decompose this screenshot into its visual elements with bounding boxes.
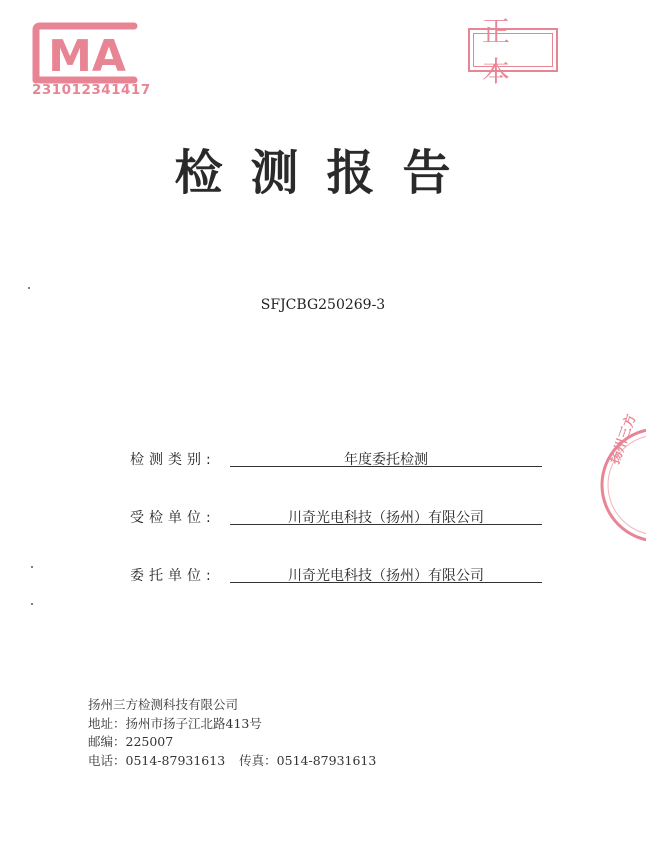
original-copy-label: 正本 [473, 33, 553, 67]
original-copy-stamp [468, 15, 558, 88]
scan-speck [31, 603, 33, 605]
field-inspected-unit [130, 507, 550, 531]
field-client-unit [130, 565, 550, 589]
company-name: 扬州三方检测科技有限公司 [88, 697, 239, 712]
company-phone: 电话：0514-87931613 [88, 752, 226, 768]
field-label: 委托单位: [130, 568, 216, 584]
document-title: 检测报告 [174, 145, 479, 201]
field-label: 受检单位: [130, 510, 216, 526]
scan-speck [28, 287, 30, 289]
scan-speck [31, 566, 33, 568]
company-fax: 传真：0514-87931613 [239, 752, 377, 768]
report-number: SFJCBG250269-3 [260, 297, 386, 313]
field-test-category [130, 449, 550, 473]
company-info [88, 696, 376, 770]
company-address: 地址：扬州市扬子江北路413号 [88, 715, 262, 731]
company-seal-icon [588, 412, 640, 545]
field-underline [230, 524, 542, 525]
field-label: 检测类别: [130, 452, 216, 468]
company-postcode: 邮编：225007 [88, 734, 174, 749]
field-value: 川奇光电科技（扬州）有限公司 [288, 510, 484, 526]
field-value: 川奇光电科技（扬州）有限公司 [288, 568, 484, 584]
accreditation-number: 231012341417 [32, 82, 151, 98]
field-underline [230, 466, 542, 467]
field-underline [230, 582, 542, 583]
field-value: 年度委托检测 [344, 452, 428, 468]
cma-logo-text: MA [48, 31, 126, 82]
cma-logo-icon [30, 22, 142, 84]
seal-text: 扬州三方 [607, 412, 640, 467]
company-contact [88, 752, 376, 771]
